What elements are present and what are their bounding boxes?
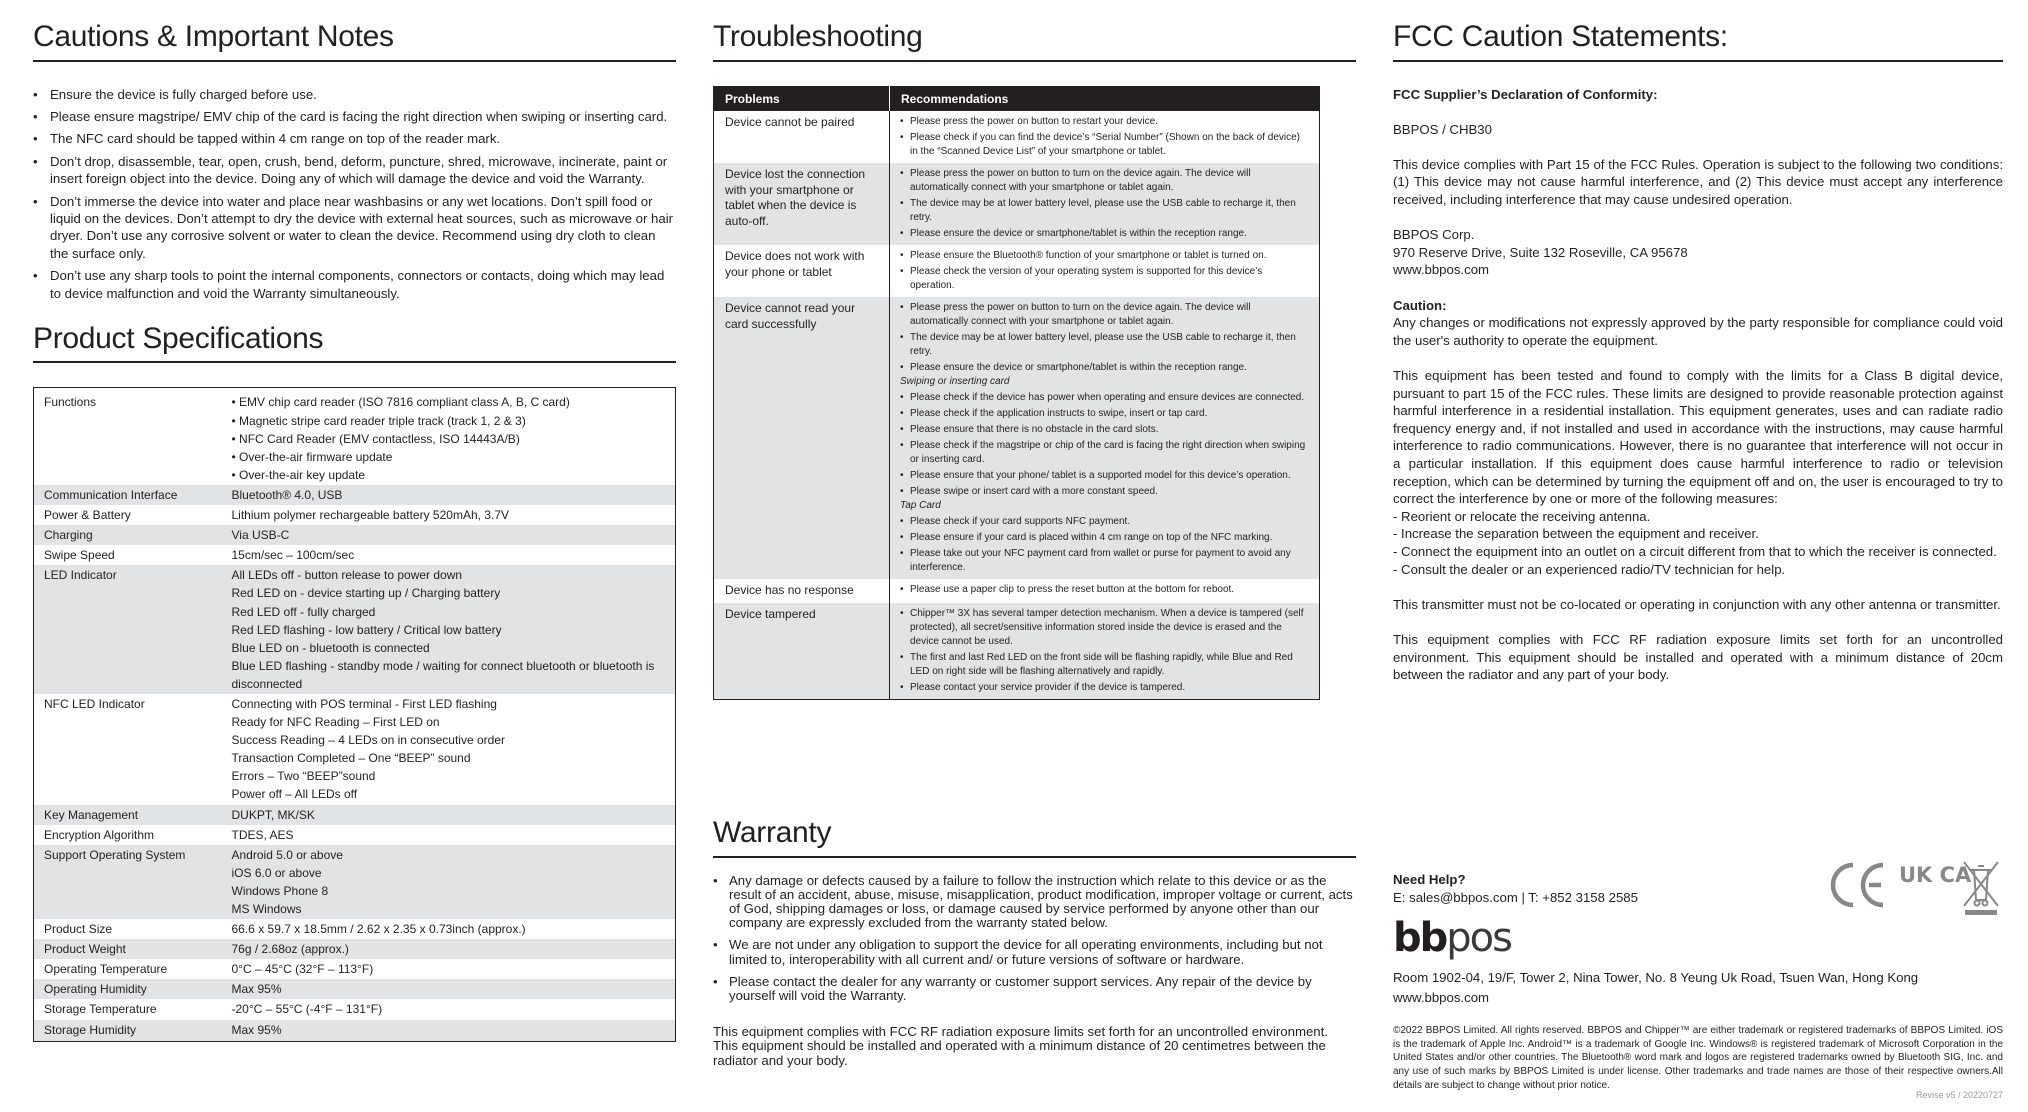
ce-mark-icon bbox=[1833, 865, 1883, 905]
caution-item: • Don’t immerse the device into water and place near washbasins or any wet locations. Don’t spill food or liquid on the devices. Don’t attempt to dry the device with external heat sources, such as microwave or hair dryer. Don’t use any corrosive solvent or water to clean the device. Recommend using dry cloth to clean the surface only. bbox=[33, 193, 676, 263]
spec-value bbox=[222, 919, 676, 939]
specs-title: Product Specifications bbox=[33, 322, 676, 364]
problem-cell: Device has no response bbox=[725, 583, 854, 597]
caution-item: • Ensure the device is fully charged before use. bbox=[33, 86, 676, 103]
spec-value bbox=[222, 485, 676, 505]
warranty-item: • We are not under any obligation to support the device for all operating environments, including but not limited to, interoperability with all current and/ or future versions of software or hardware. bbox=[713, 938, 1356, 966]
spec-row bbox=[34, 845, 676, 919]
spec-key: Product Weight bbox=[34, 939, 222, 959]
warranty-list bbox=[713, 874, 1356, 1004]
problem-cell: Device tampered bbox=[714, 603, 890, 700]
spec-key: Operating Humidity bbox=[34, 979, 222, 999]
spec-value-line: 0°C – 45°C (32°F – 113°F) bbox=[231, 962, 374, 977]
fcc-classb: This equipment has been tested and found to comply with the limits for a Class B digital device, pursuant to part 15 of the FCC rules. These limits are designed to provide reasonable protection against harmful interference in a residential installation. This equipment generates, uses and can radiate radio frequency energy and, if not installed and used in accordance with the instructions, may cause harmful interference to radio communications. However, there is no guarantee that interference will not occur in a particular installation. If this equipment does cause harmful interference to radio or television reception, which can be determined by turning the equipment off and on, the user is encouraged to try to correct the interference by one or more of the following measures: bbox=[1393, 368, 2003, 507]
spec-value-line: Max 95% bbox=[231, 1022, 282, 1037]
recommendation-item: • Please check if the device has power when operating and ensure devices are connected. bbox=[900, 391, 1308, 405]
spec-key: Encryption Algorithm bbox=[44, 827, 155, 842]
spec-value-line: Success Reading – 4 LEDs on in consecutive order bbox=[231, 733, 505, 748]
troubleshooting-header bbox=[714, 86, 1320, 111]
spec-key: Swipe Speed bbox=[44, 548, 115, 563]
recommendation-item: • Please ensure if your card is placed within 4 cm range on top of the NFC marking. bbox=[900, 531, 1308, 545]
spec-value-line: 76g / 2.68oz (approx.) bbox=[231, 942, 349, 957]
help-title: Need Help? bbox=[1393, 872, 1466, 887]
recommendation-item: • Please check if your card supports NFC payment. bbox=[900, 515, 1308, 529]
troubleshooting-row bbox=[714, 297, 1320, 579]
help-contact: E: sales@bbpos.com | T: +852 3158 2585 bbox=[1393, 889, 1638, 905]
spec-value-line: Transaction Completed – One “BEEP” sound bbox=[231, 751, 471, 766]
certification-marks bbox=[1827, 856, 2002, 916]
spec-value-line: 66.6 x 59.7 x 18.5mm / 2.62 x 2.35 x 0.73inch (approx.) bbox=[231, 922, 526, 937]
spec-key: Charging bbox=[34, 525, 222, 545]
spec-value bbox=[222, 388, 676, 485]
recommendation-cell bbox=[890, 579, 1320, 603]
ukca-mark-icon bbox=[1899, 863, 1972, 887]
caution-item: • Don’t use any sharp tools to point the internal components, connectors or contacts, doing which may lead to device malfunction and void the Warranty simultaneously. bbox=[33, 267, 676, 302]
spec-key: Power & Battery bbox=[44, 508, 131, 523]
spec-key: Support Operating System bbox=[34, 845, 222, 919]
spec-row bbox=[34, 805, 676, 825]
fcc-measures bbox=[1393, 508, 2003, 578]
spec-value-line: All LEDs off - button release to power down bbox=[231, 568, 463, 583]
caution-item: • Don’t drop, disassemble, tear, open, crush, bend, deform, puncture, shred, microwave, incinerate, paint or insert foreign object into the device. Doing any of which will damage the device and void the Warranty. bbox=[33, 153, 676, 188]
troubleshooting-table bbox=[713, 86, 1320, 700]
recommendation-item: • Please ensure the device or smartphone/tablet is within the reception range. bbox=[900, 227, 1308, 241]
recommendation-cell bbox=[890, 603, 1320, 700]
warranty-section bbox=[713, 816, 1356, 1068]
spec-value-line: Lithium polymer rechargeable battery 520mAh, 3.7V bbox=[231, 508, 509, 523]
recommendation-item: • Please press the power on button to restart your device. bbox=[900, 115, 1308, 129]
recommendation-item: • Please ensure that your phone/ tablet is a supported model for this device’s operation. bbox=[900, 469, 1308, 483]
spec-value-line: 15cm/sec – 100cm/sec bbox=[231, 548, 355, 563]
troubleshooting-row bbox=[714, 579, 1320, 603]
fcc-title: FCC Caution Statements: bbox=[1393, 20, 2003, 62]
help-website: www.bbpos.com bbox=[1393, 990, 1490, 1006]
header-problems: Problems bbox=[714, 86, 890, 111]
fcc-caution-title: Caution: bbox=[1393, 297, 1447, 313]
spec-value-line: iOS 6.0 or above bbox=[231, 865, 322, 880]
spec-value-line: Blue LED flashing - standby mode / waiting for connect bluetooth or bluetooth is disconnected bbox=[231, 658, 655, 691]
problem-cell: Device cannot be paired bbox=[725, 115, 855, 129]
recommendation-cell bbox=[890, 297, 1320, 579]
spec-value-line: Power off – All LEDs off bbox=[231, 787, 358, 802]
header-recommendations: Recommendations bbox=[890, 86, 1320, 111]
spec-value-line: Bluetooth® 4.0, USB bbox=[231, 487, 343, 502]
problem-cell: Device lost the connection with your smartphone or tablet when the device is auto-off. bbox=[714, 163, 890, 245]
fcc-measure: - Connect the equipment into an outlet on a circuit different from that to which the receiver is connected. bbox=[1393, 543, 1997, 559]
spec-key: Product Size bbox=[44, 922, 113, 937]
spec-value-line: • EMV chip card reader (ISO 7816 compliant class A, B, C card) bbox=[231, 395, 570, 410]
spec-value-line: Connecting with POS terminal - First LED flashing bbox=[231, 696, 497, 711]
spec-row bbox=[34, 1020, 676, 1042]
spec-row bbox=[34, 825, 676, 845]
spec-key: NFC LED Indicator bbox=[44, 696, 145, 711]
fcc-compliance: This device complies with Part 15 of the FCC Rules. Operation is subject to the following two conditions: (1) This device may not cause harmful interference, and (2) This device must accept any interference received, including interference that may cause undesired operation. bbox=[1393, 156, 2003, 208]
recommendation-item: • Please contact your service provider if the device is tampered. bbox=[900, 681, 1308, 695]
recommendation-item: • Please press the power on button to turn on the device again. The device will automatically connect with your smartphone or tablet again. bbox=[900, 167, 1308, 195]
recommendation-subheading: Swiping or inserting card bbox=[900, 376, 1010, 387]
spec-value-line: Red LED off - fully charged bbox=[231, 604, 376, 619]
caution-item: • Please ensure magstripe/ EMV chip of the card is facing the right direction when swiping or inserting card. bbox=[33, 108, 676, 125]
spec-value bbox=[222, 939, 676, 959]
column-middle bbox=[713, 20, 1356, 700]
spec-value-line: Blue LED on - bluetooth is connected bbox=[231, 640, 430, 655]
recommendation-item: • Please ensure the Bluetooth® function of your smartphone or tablet is turned on. bbox=[900, 249, 1308, 263]
column-right bbox=[1393, 20, 2003, 684]
recommendation-item: • The first and last Red LED on the front side will be flashing rapidly, while Blue and Red LED on right side will be flashing alternatively and rapidly. bbox=[900, 651, 1308, 679]
warranty-item: • Please contact the dealer for any warranty or customer support services. Any repair of the device by yourself will void the Warranty. bbox=[713, 975, 1356, 1003]
spec-value bbox=[222, 979, 676, 999]
svg-text:UK CA: UK CA bbox=[1899, 863, 1972, 887]
troubleshooting-row bbox=[714, 245, 1320, 297]
revision-label: Revise v5 / 20220727 bbox=[1915, 1090, 2003, 1100]
recommendation-item: • The device may be at lower battery level, please use the USB cable to recharge it, then retry. bbox=[900, 331, 1308, 359]
spec-value bbox=[222, 565, 676, 694]
fcc-company: BBPOS Corp. bbox=[1393, 227, 1475, 243]
spec-value-line: Windows Phone 8 bbox=[231, 883, 329, 898]
help-address: Room 1902-04, 19/F, Tower 2, Nina Tower, No. 8 Yeung Uk Road, Tsuen Wan, Hong Kong bbox=[1393, 970, 1919, 986]
spec-value bbox=[222, 959, 676, 979]
spec-value-line: Errors – Two “BEEP”sound bbox=[231, 769, 376, 784]
caution-item: • The NFC card should be tapped within 4 cm range on top of the reader mark. bbox=[33, 130, 676, 147]
spec-value bbox=[222, 545, 676, 565]
spec-row bbox=[34, 485, 676, 505]
fcc-address: 970 Reserve Drive, Suite 132 Roseville, CA 95678 bbox=[1393, 244, 1688, 260]
spec-row bbox=[34, 388, 676, 485]
fcc-model: BBPOS / CHB30 bbox=[1393, 121, 1492, 137]
spec-value bbox=[222, 845, 676, 919]
fcc-caution-text: Any changes or modifications not expressly approved by the party responsible for compliance could void the user's authority to operate the equipment. bbox=[1393, 315, 2003, 348]
spec-value-line: Android 5.0 or above bbox=[231, 847, 343, 862]
spec-value bbox=[222, 505, 676, 525]
bbpos-logo: bb pos bbox=[1393, 915, 1511, 962]
spec-value-line: DUKPT, MK/SK bbox=[231, 807, 315, 822]
recommendation-item: • Please check the version of your operating system is supported for this device’s operation. bbox=[900, 265, 1308, 293]
warranty-note: This equipment complies with FCC RF radiation exposure limits set forth for an uncontrolled environment. This equipment should be installed and operated with a minimum distance of 20 centimetres between the radiator and your body. bbox=[713, 1024, 1328, 1068]
fcc-measure: - Reorient or relocate the receiving antenna. bbox=[1393, 508, 1651, 524]
recommendation-item: • Please use a paper clip to press the reset button at the bottom for reboot. bbox=[900, 583, 1308, 597]
spec-row bbox=[34, 694, 676, 805]
spec-row bbox=[34, 505, 676, 525]
spec-value-line: • Over-the-air firmware update bbox=[231, 449, 393, 464]
fcc-sdoc-title: FCC Supplier’s Declaration of Conformity: bbox=[1393, 86, 1658, 102]
spec-value-line: Via USB-C bbox=[231, 528, 290, 543]
warranty-title: Warranty bbox=[713, 816, 1356, 858]
spec-value-line: Max 95% bbox=[231, 982, 282, 997]
spec-value-line: -20°C – 55°C (-4°F – 131°F) bbox=[231, 1002, 383, 1017]
spec-value bbox=[222, 805, 676, 825]
warranty-item: • Any damage or defects caused by a failure to follow the instruction which relate to this device or as the result of an accident, abuse, misuse, misapplication, product modification, improper voltage or current, acts of God, shipping damages or loss, or damage caused by service performed by anyone other than our company are expressly excluded from the warranty stated below. bbox=[713, 874, 1356, 931]
spec-key: LED Indicator bbox=[34, 565, 222, 694]
recommendation-item: • The device may be at lower battery level, please use the USB cable to recharge it, then retry. bbox=[900, 197, 1308, 225]
troubleshooting-title: Troubleshooting bbox=[713, 20, 1356, 62]
recommendation-item: • Please check if the magstripe or chip of the card is facing the right direction when swiping or inserting card. bbox=[900, 439, 1308, 467]
spec-key: Communication Interface bbox=[34, 485, 222, 505]
spec-row bbox=[34, 939, 676, 959]
problem-cell: Device does not work with your phone or tablet bbox=[725, 249, 865, 279]
cautions-title: Cautions & Important Notes bbox=[33, 20, 676, 62]
spec-row bbox=[34, 919, 676, 939]
troubleshooting-row bbox=[714, 603, 1320, 700]
troubleshooting-row bbox=[714, 163, 1320, 245]
spec-key: Key Management bbox=[34, 805, 222, 825]
recommendation-cell bbox=[890, 111, 1320, 163]
recommendation-item: • Please swipe or insert card with a more constant speed. bbox=[900, 485, 1308, 499]
spec-value-line: • NFC Card Reader (EMV contactless, ISO 14443A/B) bbox=[231, 431, 520, 446]
fcc-measure: - Consult the dealer or an experienced radio/TV technician for help. bbox=[1393, 561, 1786, 577]
recommendation-item: • Please take out your NFC payment card from wallet or purse for payment to avoid any interference. bbox=[900, 547, 1308, 575]
spec-row bbox=[34, 979, 676, 999]
spec-key: Storage Humidity bbox=[34, 1020, 222, 1042]
spec-value-line: Ready for NFC Reading – First LED on bbox=[231, 715, 440, 730]
copyright-notice: ©2022 BBPOS Limited. All rights reserved. BBPOS and Chipper™ are either trademark or registered trademarks of BBPOS Limited. iOS is the trademark of Apple Inc. Android™ is a trademark of Google Inc. Windows® is registered trademark of Microsoft Corporation in the United States and/or other countries. The Bluetooth® word mark and logos are registered trademarks owned by Bluetooth SIG, Inc. and any use of such marks by BBPOS Limited is under license. Other trademarks and trade names are those of their respective owners.All details are subject to change without prior notice. bbox=[1393, 1025, 2003, 1091]
spec-value-line: Red LED flashing - low battery / Critical low battery bbox=[231, 622, 502, 637]
fcc-rf: This equipment complies with FCC RF radiation exposure limits set forth for an uncontrolled environment. This equipment should be installed and operated with a minimum distance of 20cm between the radiator and any part of your body. bbox=[1393, 631, 2003, 683]
recommendation-item: • Please ensure that there is no obstacle in the card slots. bbox=[900, 423, 1308, 437]
spec-row bbox=[34, 525, 676, 545]
specs-table bbox=[33, 387, 676, 1041]
recommendation-item: • Chipper™ 3X has several tamper detection mechanism. When a device is tampered (self protected), all secret/sensitive information stored inside the device is erased and the device cannot be used. bbox=[900, 607, 1308, 649]
spec-value-line: • Magnetic stripe card reader triple track (track 1, 2 & 3) bbox=[231, 413, 526, 428]
spec-row bbox=[34, 999, 676, 1019]
recommendation-subheading: Tap Card bbox=[900, 500, 941, 511]
spec-row bbox=[34, 959, 676, 979]
recommendation-cell bbox=[890, 163, 1320, 245]
spec-value bbox=[222, 1020, 676, 1042]
spec-value bbox=[222, 999, 676, 1019]
fcc-colocate: This transmitter must not be co-located or operating in conjunction with any other antenna or transmitter. bbox=[1393, 596, 2001, 612]
recommendation-cell bbox=[890, 245, 1320, 297]
recommendation-item: • Please press the power on button to turn on the device again. The device will automatically connect with your smartphone or tablet again. bbox=[900, 301, 1308, 329]
spec-value bbox=[222, 525, 676, 545]
spec-value-line: MS Windows bbox=[231, 902, 302, 916]
fcc-measure: - Increase the separation between the equipment and receiver. bbox=[1393, 526, 1759, 542]
spec-key: Storage Temperature bbox=[44, 1002, 157, 1017]
troubleshooting-row bbox=[714, 111, 1320, 163]
weee-bin-icon bbox=[1964, 862, 1998, 915]
problem-cell: Device cannot read your card successfully bbox=[714, 297, 890, 579]
spec-value-line: • Over-the-air key update bbox=[231, 467, 366, 482]
spec-key: Operating Temperature bbox=[44, 962, 168, 977]
spec-row bbox=[34, 565, 676, 694]
cautions-list bbox=[33, 86, 676, 302]
recommendation-item: • Please check if you can find the device’s “Serial Number” (Shown on the back of device) in the “Scanned Device List” of your smartphone or tablet. bbox=[900, 131, 1308, 159]
recommendation-item: • Please ensure the device or smartphone/tablet is within the reception range. bbox=[900, 361, 1308, 375]
recommendation-item: • Please check if the application instructs to swipe, insert or tap card. bbox=[900, 407, 1308, 421]
spec-value-line: TDES, AES bbox=[231, 827, 294, 842]
spec-row bbox=[34, 545, 676, 565]
spec-value bbox=[222, 694, 676, 805]
spec-value bbox=[222, 825, 676, 845]
spec-value-line: Red LED on - device starting up / Charging battery bbox=[231, 586, 501, 601]
fcc-website: www.bbpos.com bbox=[1393, 262, 1490, 278]
spec-key: Functions bbox=[44, 395, 97, 410]
column-left bbox=[33, 20, 676, 1042]
